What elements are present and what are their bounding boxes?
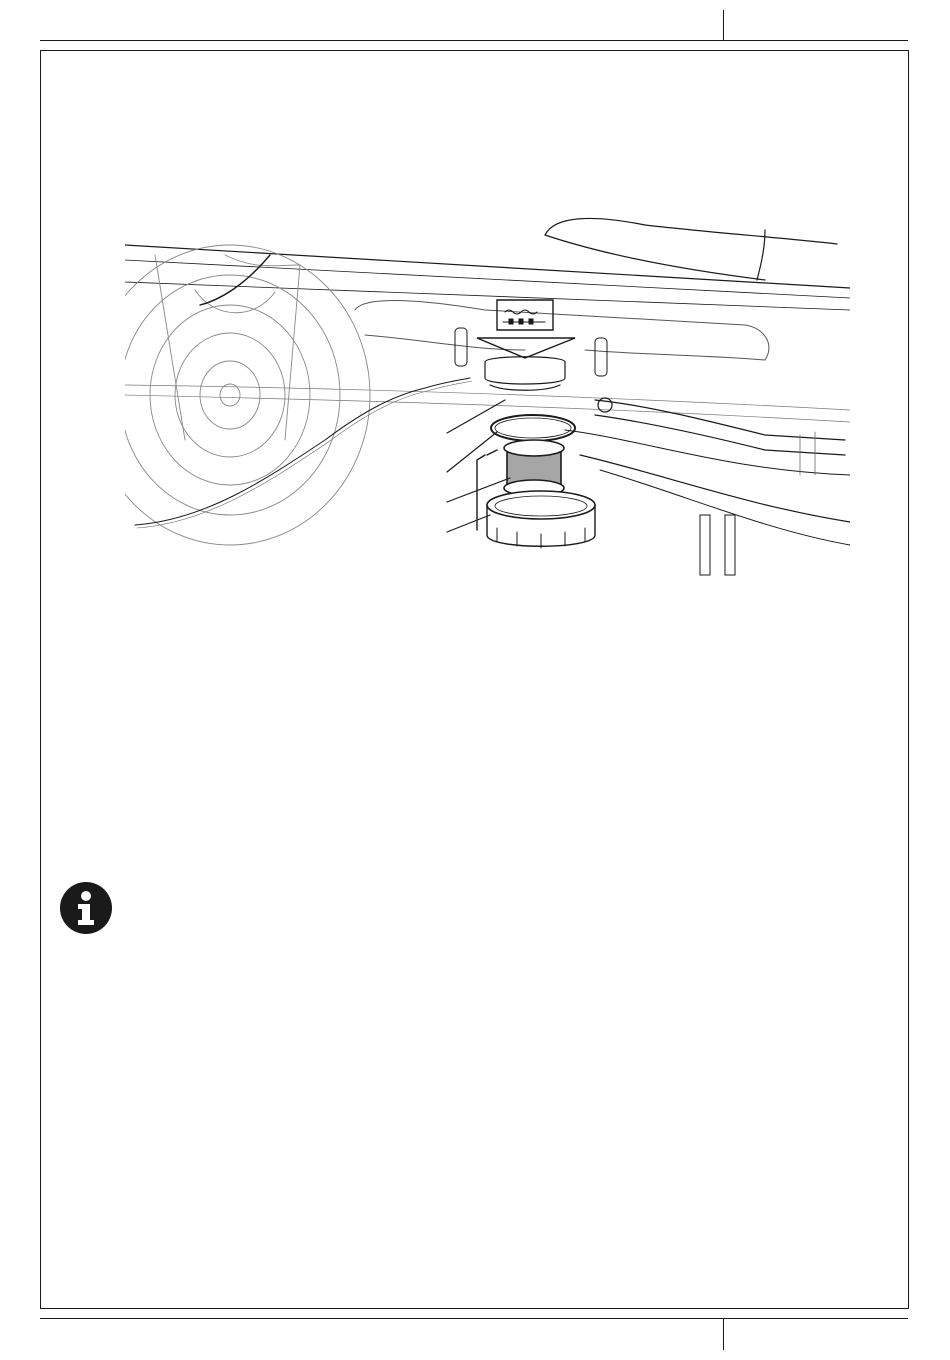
header-rule bbox=[40, 40, 908, 41]
filter-cartridge bbox=[504, 440, 564, 496]
info-icon bbox=[58, 880, 114, 936]
o-ring bbox=[491, 415, 575, 441]
footer-rule bbox=[40, 1318, 908, 1319]
header-tab-divider bbox=[723, 10, 724, 41]
footer-tab-divider bbox=[723, 1318, 724, 1350]
filter-cup bbox=[487, 491, 595, 548]
filter-assembly-illustration bbox=[125, 210, 850, 580]
valve-body bbox=[477, 300, 575, 390]
callout-leader-2 bbox=[447, 432, 497, 472]
callout-leader-4 bbox=[447, 515, 490, 532]
